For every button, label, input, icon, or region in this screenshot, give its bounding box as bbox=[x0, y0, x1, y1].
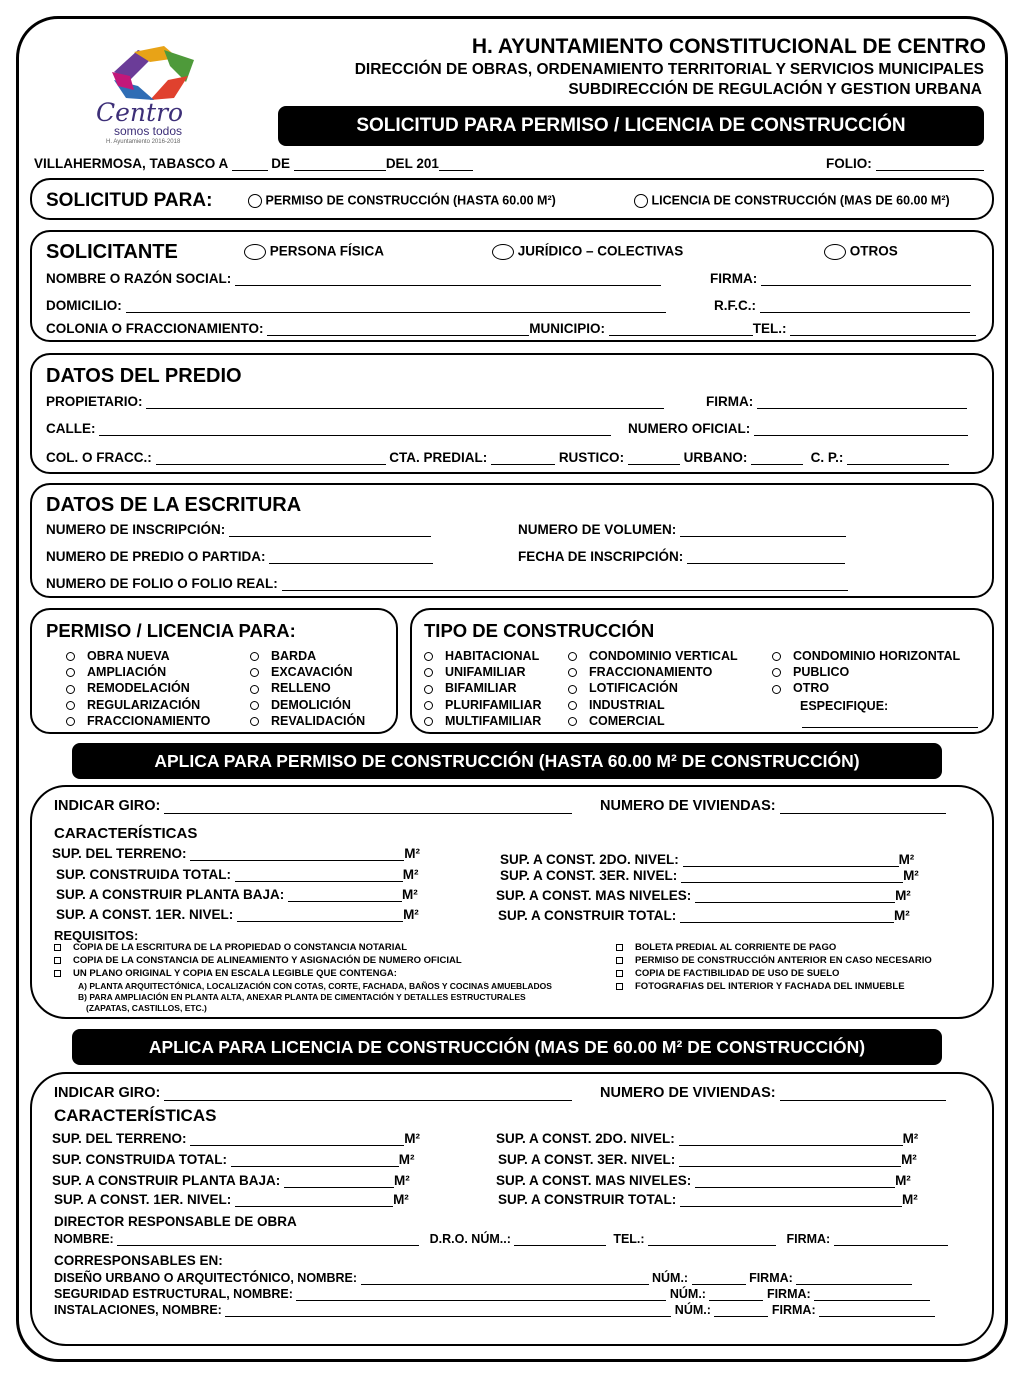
licencia-planta-baja-field[interactable] bbox=[284, 1186, 394, 1188]
instalaciones-nombre-field[interactable] bbox=[225, 1315, 671, 1317]
radio-circle-icon[interactable] bbox=[772, 652, 781, 661]
option-label: LOTIFICACIÓN bbox=[589, 681, 678, 696]
requisito-item bbox=[54, 943, 407, 953]
form-title-bar: SOLICITUD PARA PERMISO / LICENCIA DE CONSTRUCCIÓN bbox=[278, 106, 984, 146]
licencia-construida-field[interactable] bbox=[231, 1165, 399, 1167]
predio-partida-row: NUMERO DE PREDIO O PARTIDA: bbox=[46, 550, 433, 564]
licencia-viviendas-row: NUMERO DE VIVIENDAS: bbox=[600, 1086, 946, 1101]
radio-circle-icon[interactable] bbox=[250, 668, 259, 677]
numero-oficial-row: NUMERO OFICIAL: bbox=[628, 422, 968, 436]
cta-predial-field[interactable] bbox=[491, 463, 555, 465]
option-label: DEMOLICIÓN bbox=[271, 697, 351, 712]
option-item[interactable] bbox=[250, 650, 316, 663]
permiso-planta-baja-field[interactable] bbox=[288, 900, 402, 902]
instalaciones-firma-field[interactable] bbox=[819, 1315, 935, 1317]
permiso-terreno: SUP. DEL TERRENO: M² bbox=[52, 846, 421, 861]
radio-circle-icon[interactable] bbox=[568, 685, 577, 694]
seguridad-nombre-field[interactable] bbox=[296, 1299, 666, 1301]
licencia-terreno-field[interactable] bbox=[190, 1144, 404, 1146]
folio-line: FOLIO: bbox=[826, 157, 984, 171]
section-escritura bbox=[30, 483, 994, 598]
licencia-total: SUP. A CONSTRUIR TOTAL: M² bbox=[498, 1192, 918, 1207]
radio-circle-icon[interactable] bbox=[424, 701, 433, 710]
calle-field[interactable] bbox=[99, 434, 611, 436]
option-label: FRACCIONAMIENTO bbox=[87, 713, 211, 728]
rfc-field[interactable] bbox=[760, 311, 970, 313]
radio-circle-icon[interactable] bbox=[568, 717, 577, 726]
diseno-num-field[interactable] bbox=[692, 1283, 746, 1285]
section-permiso bbox=[30, 785, 994, 1019]
numero-oficial-field[interactable] bbox=[754, 434, 968, 436]
tipo-title: TIPO DE CONSTRUCCIÓN bbox=[424, 620, 655, 641]
licencia-total-field[interactable] bbox=[680, 1205, 902, 1207]
option-juridico[interactable]: JURÍDICO – COLECTIVAS bbox=[492, 244, 683, 260]
seguridad-num-field[interactable] bbox=[709, 1299, 763, 1301]
permiso-giro-field[interactable] bbox=[164, 812, 572, 814]
option-item[interactable] bbox=[772, 682, 829, 695]
radio-circle-icon[interactable] bbox=[424, 652, 433, 661]
option-label: BIFAMILIAR bbox=[445, 681, 517, 696]
option-item[interactable] bbox=[250, 666, 353, 679]
tel-solicitante-field[interactable] bbox=[790, 334, 976, 336]
requisito-label: COPIA DE LA CONSTANCIA DE ALINEAMIENTO Y ASIGNACIÓN DE NUMERO OFICIAL bbox=[73, 955, 462, 966]
radio-circle-icon[interactable] bbox=[66, 652, 75, 661]
permiso-nivel1-field[interactable] bbox=[237, 920, 403, 922]
option-item[interactable] bbox=[66, 650, 170, 663]
option-label: FRACCIONAMIENTO bbox=[589, 665, 713, 680]
nombre-row: NOMBRE O RAZÓN SOCIAL: bbox=[46, 272, 661, 286]
inscripcion-field[interactable] bbox=[229, 535, 431, 537]
section-solicitante bbox=[30, 230, 994, 342]
permiso-planta-baja: SUP. A CONSTRUIR PLANTA BAJA: M² bbox=[56, 887, 418, 902]
option-item[interactable] bbox=[568, 666, 712, 679]
diseno-nombre-field[interactable] bbox=[361, 1283, 649, 1285]
municipio-field[interactable] bbox=[609, 334, 753, 336]
section-predio bbox=[30, 353, 994, 474]
requisito-label: B) PARA AMPLIACIÓN EN PLANTA ALTA, ANEXAR PLANTA DE CIMENTACIÓN Y DETALLES ESTRUCTURALES bbox=[78, 992, 526, 1002]
instalaciones-row: INSTALACIONES, NOMBRE: NÚM.: FIRMA: bbox=[54, 1304, 935, 1317]
firma-propietario-field[interactable] bbox=[757, 407, 967, 409]
option-item[interactable] bbox=[424, 699, 542, 712]
permiso-giro-row: INDICAR GIRO: bbox=[54, 799, 572, 814]
option-label: RELLENO bbox=[271, 681, 331, 696]
seguridad-firma-field[interactable] bbox=[814, 1299, 930, 1301]
section-licencia bbox=[30, 1072, 994, 1346]
radio-circle-icon[interactable] bbox=[250, 652, 259, 661]
urbano-field[interactable] bbox=[751, 463, 803, 465]
rfc-row: R.F.C.: bbox=[714, 299, 970, 313]
option-item[interactable] bbox=[568, 682, 678, 695]
requisito-label: COPIA DE LA ESCRITURA DE LA PROPIEDAD O CONSTANCIA NOTARIAL bbox=[73, 942, 408, 953]
option-permiso[interactable]: PERMISO DE CONSTRUCCIÓN (HASTA 60.00 M²) bbox=[248, 194, 556, 208]
option-label: PLURIFAMILIAR bbox=[445, 697, 542, 712]
centro-logo bbox=[96, 46, 216, 146]
radio-circle-icon[interactable] bbox=[66, 701, 75, 710]
solicitud-label: SOLICITUD PARA: bbox=[46, 190, 213, 211]
licencia-giro-row: INDICAR GIRO: bbox=[54, 1086, 572, 1101]
option-label: COMERCIAL bbox=[589, 713, 665, 728]
radio-circle-icon[interactable] bbox=[568, 701, 577, 710]
volumen-row: NUMERO DE VOLUMEN: bbox=[518, 523, 846, 537]
licencia-viviendas-field[interactable] bbox=[780, 1099, 946, 1101]
permiso-para-title: PERMISO / LICENCIA PARA: bbox=[46, 620, 296, 641]
licencia-nivel2-field[interactable] bbox=[679, 1144, 903, 1146]
day-field[interactable] bbox=[232, 169, 268, 171]
section-permiso-para bbox=[30, 608, 398, 734]
option-label: CONDOMINIO VERTICAL bbox=[589, 649, 738, 663]
option-label: INDUSTRIAL bbox=[589, 697, 665, 712]
folio-real-row: NUMERO DE FOLIO O FOLIO REAL: bbox=[46, 577, 848, 591]
permiso-caracteristicas: CARACTERÍSTICAS bbox=[54, 825, 198, 842]
checkbox-icon[interactable] bbox=[616, 944, 623, 951]
option-label: REGULARIZACIÓN bbox=[87, 697, 201, 712]
firma-solicitante-field[interactable] bbox=[761, 284, 971, 286]
option-item[interactable] bbox=[424, 682, 517, 695]
colonia-field[interactable] bbox=[267, 334, 529, 336]
permiso-construida: SUP. CONSTRUIDA TOTAL: M² bbox=[56, 867, 419, 882]
option-label: REVALIDACIÓN bbox=[271, 713, 366, 728]
requisito-item bbox=[616, 943, 836, 953]
year-field[interactable] bbox=[439, 169, 473, 171]
predio-firma-row: FIRMA: bbox=[706, 395, 967, 409]
option-item[interactable] bbox=[772, 650, 960, 663]
cp-field[interactable] bbox=[847, 463, 949, 465]
fecha-field[interactable] bbox=[687, 562, 845, 564]
option-item[interactable] bbox=[250, 715, 365, 728]
director-title: DIRECTOR RESPONSABLE DE OBRA bbox=[54, 1214, 297, 1229]
radio-circle-icon[interactable] bbox=[424, 717, 433, 726]
firma-row: FIRMA: bbox=[710, 272, 971, 286]
domicilio-row: DOMICILIO: bbox=[46, 299, 666, 313]
radio-permiso-icon[interactable] bbox=[248, 194, 262, 208]
volumen-field[interactable] bbox=[680, 535, 846, 537]
requisito-item bbox=[86, 1004, 207, 1013]
requisito-item bbox=[616, 982, 905, 992]
radio-circle-icon[interactable] bbox=[424, 685, 433, 694]
escritura-title: DATOS DE LA ESCRITURA bbox=[46, 494, 302, 516]
inscripcion-row: NUMERO DE INSCRIPCIÓN: bbox=[46, 523, 431, 537]
checkbox-icon[interactable] bbox=[616, 983, 623, 990]
radio-licencia-icon[interactable] bbox=[634, 194, 648, 208]
radio-circle-icon[interactable] bbox=[424, 668, 433, 677]
section-tipo-construccion bbox=[410, 608, 994, 734]
seguridad-row: SEGURIDAD ESTRUCTURAL, NOMBRE: NÚM.: FIRMA: bbox=[54, 1288, 930, 1301]
radio-juridico-icon[interactable] bbox=[492, 244, 514, 260]
radio-persona-fisica-icon[interactable] bbox=[244, 244, 266, 260]
director-row: NOMBRE: D.R.O. NÚM..: TEL.: FIRMA: bbox=[54, 1233, 948, 1246]
permiso-viviendas-row: NUMERO DE VIVIENDAS: bbox=[600, 799, 946, 814]
folio-real-field[interactable] bbox=[282, 589, 848, 591]
especifique-label: ESPECIFIQUE: bbox=[800, 699, 889, 713]
month-field[interactable] bbox=[294, 169, 386, 171]
director-firma-field[interactable] bbox=[834, 1244, 948, 1246]
director-tel-field[interactable] bbox=[648, 1244, 776, 1246]
corresponsables-title: CORRESPONSABLES EN: bbox=[54, 1253, 223, 1268]
licencia-terreno: SUP. DEL TERRENO: M² bbox=[52, 1131, 421, 1146]
logo-small-text: H. Ayuntamiento 2016-2018 bbox=[106, 139, 181, 145]
propietario-field[interactable] bbox=[146, 407, 664, 409]
requisito-item bbox=[616, 969, 839, 979]
propietario-row: PROPIETARIO: bbox=[46, 395, 664, 409]
option-label: HABITACIONAL bbox=[445, 649, 540, 663]
licencia-giro-field[interactable] bbox=[164, 1099, 572, 1101]
checkbox-icon[interactable] bbox=[54, 970, 61, 977]
requisito-label: PERMISO DE CONSTRUCCIÓN ANTERIOR EN CASO NECESARIO bbox=[635, 955, 932, 966]
option-label: UNIFAMILIAR bbox=[445, 665, 526, 680]
option-label: MULTIFAMILIAR bbox=[445, 713, 542, 728]
permiso-terreno-field[interactable] bbox=[190, 859, 404, 861]
option-item[interactable] bbox=[772, 666, 849, 679]
licencia-nivel1: SUP. A CONST. 1ER. NIVEL: M² bbox=[54, 1192, 409, 1207]
permiso-total-field[interactable] bbox=[680, 921, 894, 923]
director-nombre-field[interactable] bbox=[117, 1244, 419, 1246]
radio-otros-icon[interactable] bbox=[824, 244, 846, 260]
option-item[interactable] bbox=[568, 699, 665, 712]
licencia-construida: SUP. CONSTRUIDA TOTAL: M² bbox=[52, 1152, 415, 1167]
licencia-planta-baja: SUP. A CONSTRUIR PLANTA BAJA: M² bbox=[52, 1173, 410, 1188]
requisito-label: UN PLANO ORIGINAL Y COPIA EN ESCALA LEGIBLE QUE CONTENGA: bbox=[73, 968, 397, 979]
requisito-label: (ZAPATAS, CASTILLOS, ETC.) bbox=[86, 1003, 207, 1013]
licencia-mas-field[interactable] bbox=[695, 1186, 895, 1188]
permiso-construida-field[interactable] bbox=[235, 880, 403, 882]
radio-circle-icon[interactable] bbox=[250, 685, 259, 694]
header-subtitle-2: SUBDIRECCIÓN DE REGULACIÓN Y GESTION URBANA bbox=[568, 81, 982, 98]
predio-title: DATOS DEL PREDIO bbox=[46, 365, 242, 387]
solicitante-title: SOLICITANTE bbox=[46, 241, 178, 263]
requisito-item bbox=[616, 956, 932, 966]
licencia-caracteristicas: CARACTERÍSTICAS bbox=[54, 1106, 217, 1125]
option-label: BARDA bbox=[271, 649, 317, 663]
requisito-label: COPIA DE FACTIBILIDAD DE USO DE SUELO bbox=[635, 968, 840, 979]
radio-circle-icon[interactable] bbox=[66, 717, 75, 726]
checkbox-icon[interactable] bbox=[616, 957, 623, 964]
option-item[interactable] bbox=[66, 715, 210, 728]
option-item[interactable] bbox=[250, 699, 351, 712]
permiso-total: SUP. A CONSTRUIR TOTAL: M² bbox=[498, 908, 910, 923]
checkbox-icon[interactable] bbox=[616, 970, 623, 977]
option-item[interactable] bbox=[568, 715, 665, 728]
option-label: PUBLICO bbox=[793, 665, 850, 680]
logo-text: Centro bbox=[96, 98, 184, 127]
radio-circle-icon[interactable] bbox=[66, 668, 75, 677]
option-item[interactable] bbox=[424, 666, 526, 679]
colonia-row: COLONIA O FRACCIONAMIENTO: MUNICIPIO: TEL.: bbox=[46, 322, 976, 336]
permiso-mas-field[interactable] bbox=[695, 901, 895, 903]
col-fracc-field[interactable] bbox=[156, 463, 386, 465]
licencia-bar: APLICA PARA LICENCIA DE CONSTRUCCIÓN (MAS DE 60.00 M² DE CONSTRUCCIÓN) bbox=[72, 1029, 942, 1065]
requisito-label: FOTOGRAFIAS DEL INTERIOR Y FACHADA DEL INMUEBLE bbox=[635, 981, 905, 992]
section-solicitud bbox=[30, 178, 994, 220]
requisitos-title: REQUISITOS: bbox=[54, 928, 139, 943]
option-label: REMODELACIÓN bbox=[87, 681, 190, 696]
predio-partida-field[interactable] bbox=[269, 562, 433, 564]
folio-field[interactable] bbox=[876, 169, 984, 171]
dro-num-field[interactable] bbox=[514, 1244, 606, 1246]
date-line: VILLAHERMOSA, TABASCO A DE DEL 201 bbox=[34, 157, 473, 171]
option-item[interactable] bbox=[66, 699, 200, 712]
licencia-mas-niveles: SUP. A CONST. MAS NIVELES: M² bbox=[496, 1173, 911, 1188]
logo-mark-icon bbox=[104, 46, 204, 102]
fecha-row: FECHA DE INSCRIPCIÓN: bbox=[518, 550, 845, 564]
option-item[interactable] bbox=[250, 682, 331, 695]
permiso-nivel2: SUP. A CONST. 2DO. NIVEL: M² bbox=[500, 852, 915, 867]
calle-row: CALLE: bbox=[46, 422, 611, 436]
rustico-field[interactable] bbox=[628, 463, 680, 465]
option-label: EXCAVACIÓN bbox=[271, 665, 353, 680]
checkbox-icon[interactable] bbox=[54, 944, 61, 951]
permiso-nivel2-field[interactable] bbox=[683, 865, 899, 867]
licencia-nivel3: SUP. A CONST. 3ER. NIVEL: M² bbox=[498, 1152, 917, 1167]
permiso-nivel1: SUP. A CONST. 1ER. NIVEL: M² bbox=[56, 907, 419, 922]
licencia-nivel3-field[interactable] bbox=[679, 1165, 901, 1167]
radio-circle-icon[interactable] bbox=[772, 685, 781, 694]
especifique-field[interactable] bbox=[802, 726, 978, 728]
permiso-nivel3-field[interactable] bbox=[681, 881, 903, 883]
checkbox-icon[interactable] bbox=[54, 957, 61, 964]
option-item[interactable] bbox=[424, 715, 541, 728]
radio-circle-icon[interactable] bbox=[250, 701, 259, 710]
licencia-nivel1-field[interactable] bbox=[235, 1205, 393, 1207]
diseno-row: DISEÑO URBANO O ARQUITECTÓNICO, NOMBRE: NÚM.: FIRMA: bbox=[54, 1272, 912, 1285]
logo-tagline: somos todos bbox=[114, 124, 183, 138]
instalaciones-num-field[interactable] bbox=[714, 1315, 768, 1317]
option-label: OTRO bbox=[793, 681, 830, 696]
nombre-field[interactable] bbox=[235, 284, 661, 286]
option-item[interactable] bbox=[66, 682, 190, 695]
radio-circle-icon[interactable] bbox=[568, 652, 577, 661]
requisito-item bbox=[78, 993, 526, 1002]
option-label: OBRA NUEVA bbox=[87, 649, 170, 663]
permiso-nivel3: SUP. A CONST. 3ER. NIVEL: M² bbox=[500, 868, 919, 883]
option-label: AMPLIACIÓN bbox=[87, 665, 167, 680]
requisito-item bbox=[78, 982, 552, 991]
header-subtitle-1: DIRECCIÓN DE OBRAS, ORDENAMIENTO TERRITORIAL Y SERVICIOS MUNICIPALES bbox=[354, 61, 984, 78]
radio-circle-icon[interactable] bbox=[568, 668, 577, 677]
requisito-item bbox=[54, 956, 462, 966]
option-otros[interactable]: OTROS bbox=[824, 244, 898, 260]
permiso-bar: APLICA PARA PERMISO DE CONSTRUCCIÓN (HASTA 60.00 M² DE CONSTRUCCIÓN) bbox=[72, 743, 942, 779]
permiso-viviendas-field[interactable] bbox=[780, 812, 946, 814]
permiso-mas-niveles: SUP. A CONST. MAS NIVELES: M² bbox=[496, 888, 911, 903]
header-title: H. AYUNTAMIENTO CONSTITUCIONAL DE CENTRO bbox=[471, 35, 986, 58]
radio-circle-icon[interactable] bbox=[772, 668, 781, 677]
col-fracc-row: COL. O FRACC.: CTA. PREDIAL: RUSTICO: URBANO: C. P.: bbox=[46, 451, 949, 465]
domicilio-field[interactable] bbox=[126, 311, 666, 313]
option-licencia[interactable]: LICENCIA DE CONSTRUCCIÓN (MAS DE 60.00 M²) bbox=[634, 194, 950, 208]
requisito-label: A) PLANTA ARQUITECTÓNICA, LOCALIZACIÓN CON COTAS, CORTE, FACHADA, BAÑOS Y COCINAS AMUEBLADOS bbox=[78, 981, 552, 991]
licencia-nivel2: SUP. A CONST. 2DO. NIVEL: M² bbox=[496, 1131, 919, 1146]
option-label: CONDOMINIO HORIZONTAL bbox=[793, 649, 961, 663]
option-item[interactable] bbox=[424, 650, 539, 663]
radio-circle-icon[interactable] bbox=[66, 685, 75, 694]
option-item[interactable] bbox=[66, 666, 166, 679]
diseno-firma-field[interactable] bbox=[796, 1283, 912, 1285]
option-item[interactable] bbox=[568, 650, 738, 663]
option-persona-fisica[interactable]: PERSONA FÍSICA bbox=[244, 244, 384, 260]
requisito-label: BOLETA PREDIAL AL CORRIENTE DE PAGO bbox=[635, 942, 837, 953]
radio-circle-icon[interactable] bbox=[250, 717, 259, 726]
requisito-item bbox=[54, 969, 397, 979]
